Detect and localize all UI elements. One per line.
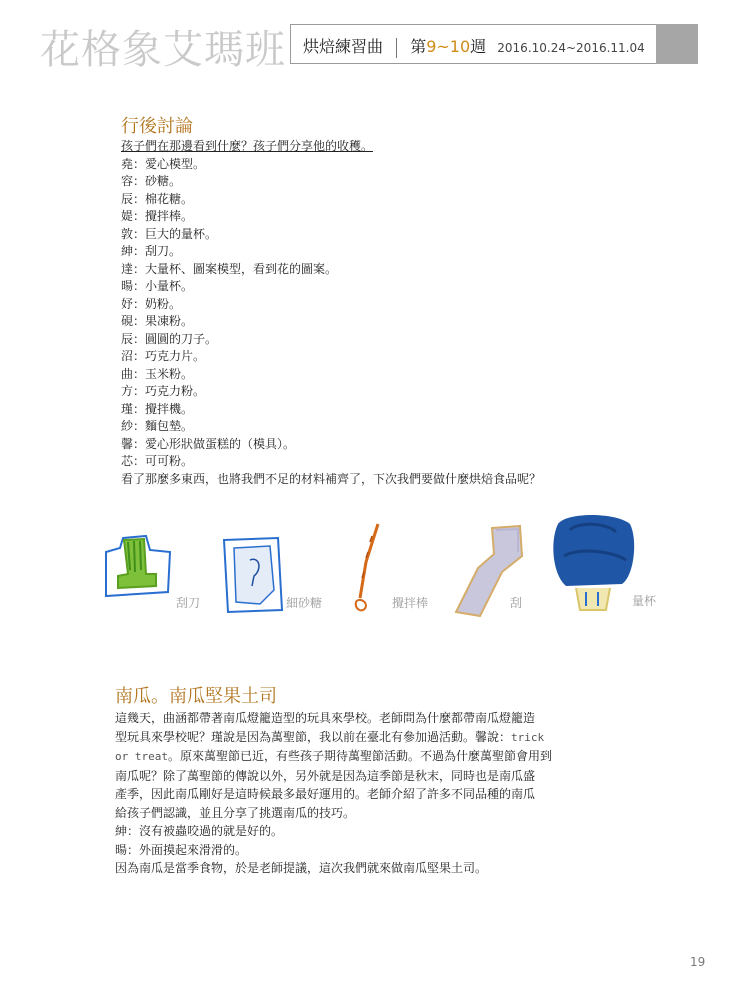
course-title: 烘焙練習曲 (303, 37, 384, 56)
pumpkin-paragraph (115, 709, 575, 878)
discussion-closing: 看了那麼多東西，也將我們不足的材料補齊了，下次我們要做什麼烘焙食品呢？ (121, 471, 542, 486)
class-brand: 花格象艾瑪班 (40, 27, 286, 73)
title-divider (396, 38, 397, 58)
measuring-cup-drawing (546, 510, 638, 614)
list-item: 馨：愛心形狀做蛋糕的（模具）。 (121, 436, 296, 451)
paragraph-line: 因為南瓜是當季食物，於是老師提議，這次我們就來做南瓜堅果土司。 (115, 861, 488, 875)
stir-stick-drawing (352, 522, 382, 618)
page-number: 19 (690, 955, 706, 969)
or-treat-text: or treat (115, 750, 168, 763)
list-item: 硯：果凍粉。 (121, 314, 194, 328)
trick-text: trick (511, 730, 545, 744)
discussion-question: 孩子們在那邊看到什麼？孩子們分享他的收穫。 (121, 139, 374, 153)
week-label: 第9~10週 (410, 37, 487, 56)
paragraph-line: or treat。原來萬聖節已近，有些孩子期待萬聖節活動。不過為什麼萬聖節會用到 (115, 749, 552, 763)
list-item: 紳：刮刀。 (121, 244, 182, 258)
list-item: 曲：玉米粉。 (121, 366, 194, 381)
paragraph-line: 給孩子們認識，並且分享了挑選南瓜的技巧。 (115, 805, 356, 820)
paragraph-line: 產季，因此南瓜剛好是這時候最多最好運用的。老師介紹了許多不同品種的南瓜 (115, 787, 536, 801)
discussion-list (121, 138, 641, 488)
caption-spatula: 刮刀 (176, 596, 201, 610)
list-item: 沼：巧克力片。 (121, 349, 206, 363)
list-item: 紗：麵包墊。 (121, 419, 194, 433)
paragraph-line: 暘：外面摸起來滑滑的。 (115, 842, 248, 857)
list-item: 媞：攪拌棒。 (121, 209, 194, 223)
children-drawings (90, 508, 670, 628)
list-item: 瑾：攪拌機。 (121, 401, 194, 416)
sugar-drawing (220, 534, 288, 616)
list-item: 芯：可可粉。 (121, 454, 194, 468)
course-title-box (290, 24, 656, 64)
page-header (0, 0, 744, 80)
header-accent-block (656, 24, 698, 64)
list-item: 堯：愛心模型。 (121, 156, 206, 171)
caption-stir-stick: 攪拌棒 (392, 596, 429, 610)
list-item: 方：巧克力粉。 (121, 384, 206, 398)
list-item: 妤：奶粉。 (121, 296, 182, 311)
paragraph-line: 紳：沒有被蟲咬過的就是好的。 (115, 824, 284, 838)
list-item: 暘：小量杯。 (121, 279, 194, 293)
paragraph-line: 這幾天，曲涵都帶著南瓜燈籠造型的玩具來學校。老師問為什麼都帶南瓜燈籠造 (115, 711, 536, 725)
spatula-drawing (98, 530, 178, 610)
date-range: 2016.10.24~2016.11.04 (497, 41, 645, 55)
caption-scraper: 刮 (510, 596, 523, 610)
list-item: 辰：圓圓的刀子。 (121, 331, 218, 346)
section-title-discussion: 行後討論 (121, 116, 193, 137)
list-item: 敦：巨大的量杯。 (121, 226, 218, 241)
list-item: 辰：棉花糖。 (121, 191, 194, 206)
caption-measuring-cup: 量杯 (632, 594, 657, 608)
paragraph-line: 型玩具來學校呢？瑾說是因為萬聖節，我以前在臺北有參加過活動。馨說：trick (115, 729, 545, 744)
paragraph-line: 南瓜呢？除了萬聖節的傳說以外，另外就是因為這季節是秋末，同時也是南瓜盛 (115, 768, 536, 783)
list-item: 容：砂糖。 (121, 174, 182, 188)
list-item: 達：大量杯、圖案模型，看到花的圖案。 (121, 261, 338, 276)
section-title-pumpkin: 南瓜。南瓜堅果土司 (115, 686, 277, 707)
caption-sugar: 細砂糖 (286, 596, 323, 610)
